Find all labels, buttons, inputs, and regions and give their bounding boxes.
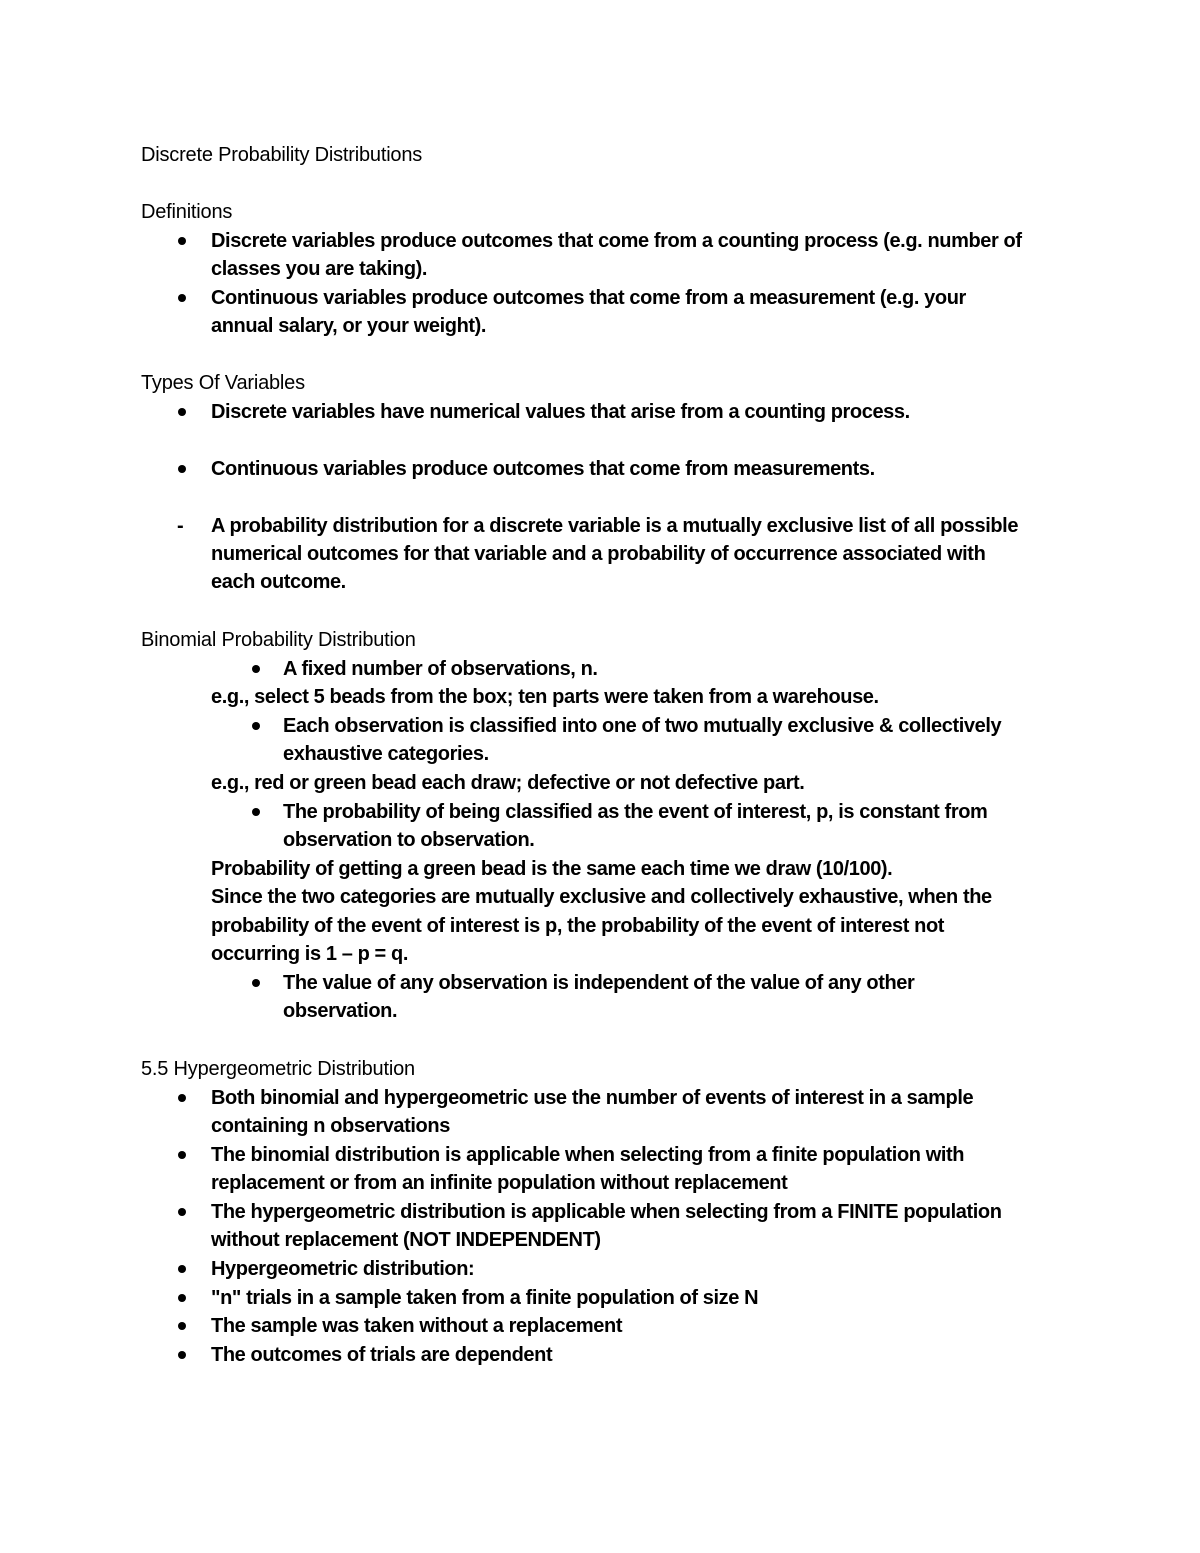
binomial-bullet-4-line-1: The value of any observation is independent of the value of any other: [283, 972, 915, 994]
hyper-item-3-line-2: without replacement (NOT INDEPENDENT): [211, 1229, 601, 1251]
binomial-example-2: e.g., red or green bead each draw; defective or not defective part.: [211, 772, 805, 794]
hyper-item-5: "n" trials in a sample taken from a finite population of size N: [211, 1287, 759, 1309]
binomial-bullet-3-line-1: The probability of being classified as the event of interest, p, is constant from: [283, 801, 988, 823]
binomial-bullet-2-line-1: Each observation is classified into one of two mutually exclusive & collectively: [283, 715, 1002, 737]
hyper-item-1-line-2: containing n observations: [211, 1115, 450, 1137]
dash-marker: -: [177, 515, 184, 537]
binomial-bullet-3-line-2: observation to observation.: [283, 829, 535, 851]
hyper-item-6: The sample was taken without a replacement: [211, 1315, 623, 1337]
binomial-paragraph-1: Probability of getting a green bead is the same each time we draw (10/100).: [211, 858, 893, 880]
binomial-bullet-2-line-2: exhaustive categories.: [283, 743, 489, 765]
bullet-icon: [252, 808, 260, 816]
definitions-item-1-line-1: Discrete variables produce outcomes that come from a counting process (e.g. number of: [211, 230, 1022, 252]
bullet-icon: [178, 237, 186, 245]
bullet-icon: [252, 665, 260, 673]
types-dash-line-3: each outcome.: [211, 571, 346, 593]
binomial-paragraph-2-line-3: occurring is 1 – p = q.: [211, 943, 408, 965]
hyper-item-3-line-1: The hypergeometric distribution is applicable when selecting from a FINITE population: [211, 1201, 1002, 1223]
hyper-item-2-line-2: replacement or from an infinite population without replacement: [211, 1172, 788, 1194]
definitions-item-1-line-2: classes you are taking).: [211, 258, 428, 280]
bullet-icon: [178, 1351, 186, 1359]
hyper-item-7: The outcomes of trials are dependent: [211, 1344, 553, 1366]
definitions-item-2-line-2: annual salary, or your weight).: [211, 315, 487, 337]
bullet-icon: [178, 1094, 186, 1102]
binomial-paragraph-2-line-1: Since the two categories are mutually exclusive and collectively exhaustive, when the: [211, 886, 992, 908]
definitions-item-2-line-1: Continuous variables produce outcomes that come from a measurement (e.g. your: [211, 287, 966, 309]
document-title: Discrete Probability Distributions: [141, 144, 423, 166]
bullet-icon: [252, 979, 260, 987]
types-dash-line-2: numerical outcomes for that variable and a probability of occurrence associated with: [211, 543, 986, 565]
bullet-icon: [178, 465, 186, 473]
bullet-icon: [178, 1208, 186, 1216]
definitions-heading: Definitions: [141, 201, 233, 223]
bullet-icon: [178, 408, 186, 416]
binomial-example-1: e.g., select 5 beads from the box; ten parts were taken from a warehouse.: [211, 686, 879, 708]
hyper-item-4: Hypergeometric distribution:: [211, 1258, 475, 1280]
binomial-bullet-4-line-2: observation.: [283, 1000, 398, 1022]
types-heading: Types Of Variables: [141, 372, 305, 394]
binomial-bullet-1: A fixed number of observations, n.: [283, 658, 598, 680]
bullet-icon: [178, 1265, 186, 1273]
bullet-icon: [178, 1294, 186, 1302]
bullet-icon: [178, 294, 186, 302]
hyper-item-2-line-1: The binomial distribution is applicable when selecting from a finite population with: [211, 1144, 965, 1166]
binomial-paragraph-2-line-2: probability of the event of interest is p, the probability of the event of interest not: [211, 915, 945, 937]
hyper-item-1-line-1: Both binomial and hypergeometric use the number of events of interest in a sample: [211, 1087, 974, 1109]
bullet-icon: [252, 722, 260, 730]
binomial-heading: Binomial Probability Distribution: [141, 629, 416, 651]
types-item-2: Continuous variables produce outcomes that come from measurements.: [211, 458, 875, 480]
types-dash-line-1: A probability distribution for a discrete variable is a mutually exclusive list of all possible: [211, 515, 1019, 537]
hypergeometric-heading: 5.5 Hypergeometric Distribution: [141, 1058, 415, 1080]
types-item-1: Discrete variables have numerical values that arise from a counting process.: [211, 401, 910, 423]
bullet-icon: [178, 1151, 186, 1159]
bullet-icon: [178, 1322, 186, 1330]
